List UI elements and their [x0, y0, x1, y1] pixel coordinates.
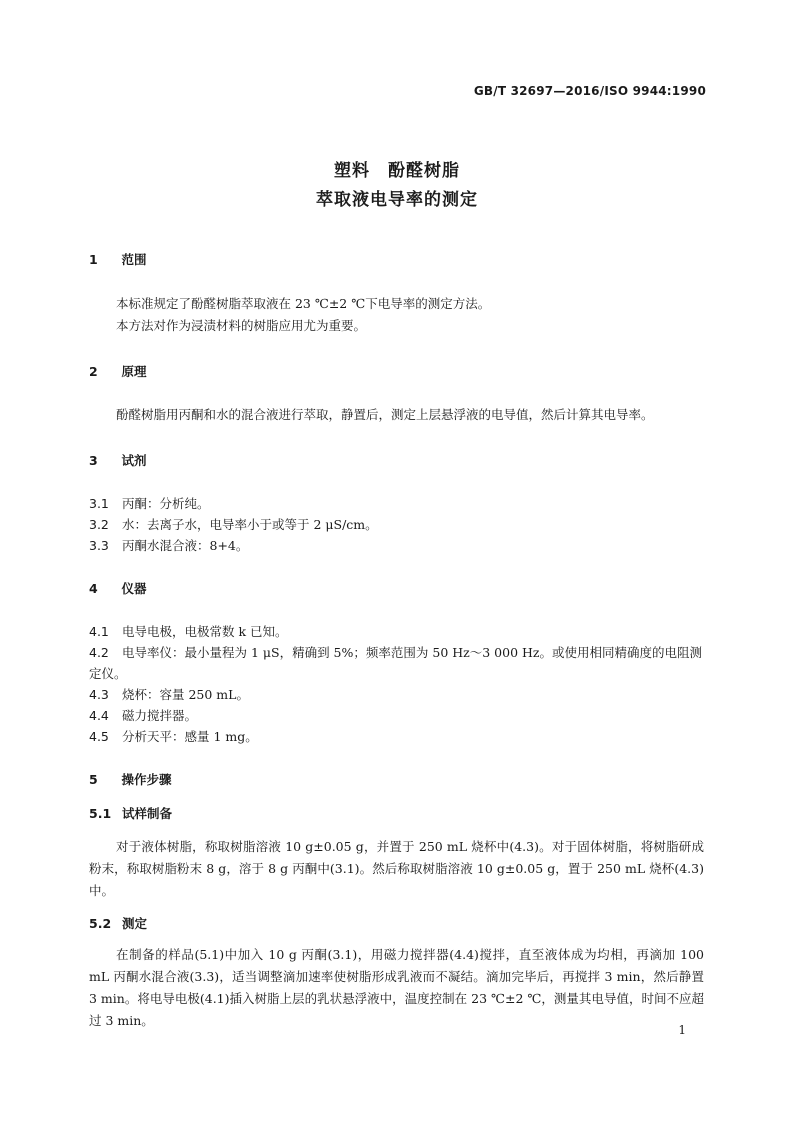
section-number: 5: [89, 772, 98, 787]
item-text: 电导率仪：最小量程为 1 μS，精确到 5%；频率范围为 50 Hz～3 000 Hz。或使用相同精确度的电阻测定仪。: [89, 645, 702, 681]
section-4-heading: [89, 579, 704, 597]
item-text: 烧杯：容量 250 mL。: [122, 687, 249, 702]
section-2-heading: [89, 362, 704, 380]
section-number: 2: [89, 364, 98, 379]
item-number: 4.3: [89, 687, 109, 702]
subsection-number: 5.2: [89, 916, 112, 931]
list-item: [89, 621, 704, 642]
item-text: 丙酮：分析纯。: [122, 496, 210, 511]
item-number: 4.4: [89, 708, 109, 723]
item-number: 4.2: [89, 645, 109, 660]
list-item: [89, 705, 704, 726]
item-text: 磁力搅拌器。: [122, 708, 198, 723]
item-text: 电导电极，电极常数 k 已知。: [122, 624, 288, 639]
section-number: 4: [89, 581, 98, 596]
section-title: 试剂: [121, 453, 147, 468]
paragraph: 本方法对作为浸渍材料的树脂应用尤为重要。: [116, 318, 367, 333]
section-number: 3: [89, 453, 98, 468]
section-1-heading: [89, 250, 704, 268]
standard-code: GB/T 32697—2016/ISO 9944:1990: [473, 84, 706, 98]
title-line-1: 塑料 酚醛树脂: [334, 161, 460, 181]
list-item: [89, 726, 704, 747]
title-line-2: 萃取液电导率的测定: [316, 190, 478, 210]
paragraph: 本标准规定了酚醛树脂萃取液在 23 ℃±2 ℃下电导率的测定方法。: [116, 296, 491, 311]
paragraph: 在制备的样品(5.1)中加入 10 g 丙酮(3.1)，用磁力搅拌器(4.4)搅拌，直至液体成为均相，再滴加 100 mL 丙酮水混合液(3.3)，适当调整滴加速率使树脂形成乳液而不凝结。滴加完毕后，再搅拌 3 min，然后静置 3 min。将电导电极(4.1)插入树脂上层的乳状悬浮液中，温度控制在 23 ℃±2 ℃，测量其电导值，时间不应超过 3 min。: [89, 947, 704, 1028]
item-text: 丙酮水混合液：8+4。: [122, 538, 249, 553]
item-text: 水：去离子水，电导率小于或等于 2 μS/cm。: [122, 517, 378, 532]
list-item: [89, 514, 704, 535]
subsection-number: 5.1: [89, 806, 112, 821]
list-item: [89, 684, 704, 705]
section-5-heading: [89, 770, 704, 788]
section-title: 原理: [121, 364, 147, 379]
subsection-5-1-heading: [89, 804, 704, 822]
subsection-5-2-heading: [89, 914, 704, 932]
paragraph: 酚醛树脂用丙酮和水的混合液进行萃取，静置后，测定上层悬浮液的电导值，然后计算其电导率。: [116, 407, 654, 422]
list-item: [89, 493, 704, 514]
document-body: [89, 250, 704, 1032]
item-text: 分析天平：感量 1 mg。: [122, 729, 258, 744]
item-number: 4.1: [89, 624, 109, 639]
section-title: 操作步骤: [121, 772, 172, 787]
list-item: [89, 535, 704, 556]
section-title: 仪器: [121, 581, 147, 596]
subsection-title: 测定: [122, 916, 148, 931]
list-item: [89, 642, 704, 684]
item-number: 3.1: [89, 496, 109, 511]
item-number: 4.5: [89, 729, 109, 744]
subsection-title: 试样制备: [122, 806, 173, 821]
section-3-heading: [89, 451, 704, 469]
page-number: 1: [678, 1023, 686, 1037]
item-number: 3.2: [89, 517, 109, 532]
paragraph: 对于液体树脂，称取树脂溶液 10 g±0.05 g，并置于 250 mL 烧杯中(4.3)。对于固体树脂，将树脂研成粉末，称取树脂粉末 8 g，溶于 8 g 丙酮中(3.1)。然后称取树脂溶液 10 g±0.05 g，置于 250 mL 烧杯(4.3)中。: [89, 839, 704, 898]
item-number: 3.3: [89, 538, 109, 553]
section-number: 1: [89, 252, 98, 267]
section-title: 范围: [121, 252, 147, 267]
